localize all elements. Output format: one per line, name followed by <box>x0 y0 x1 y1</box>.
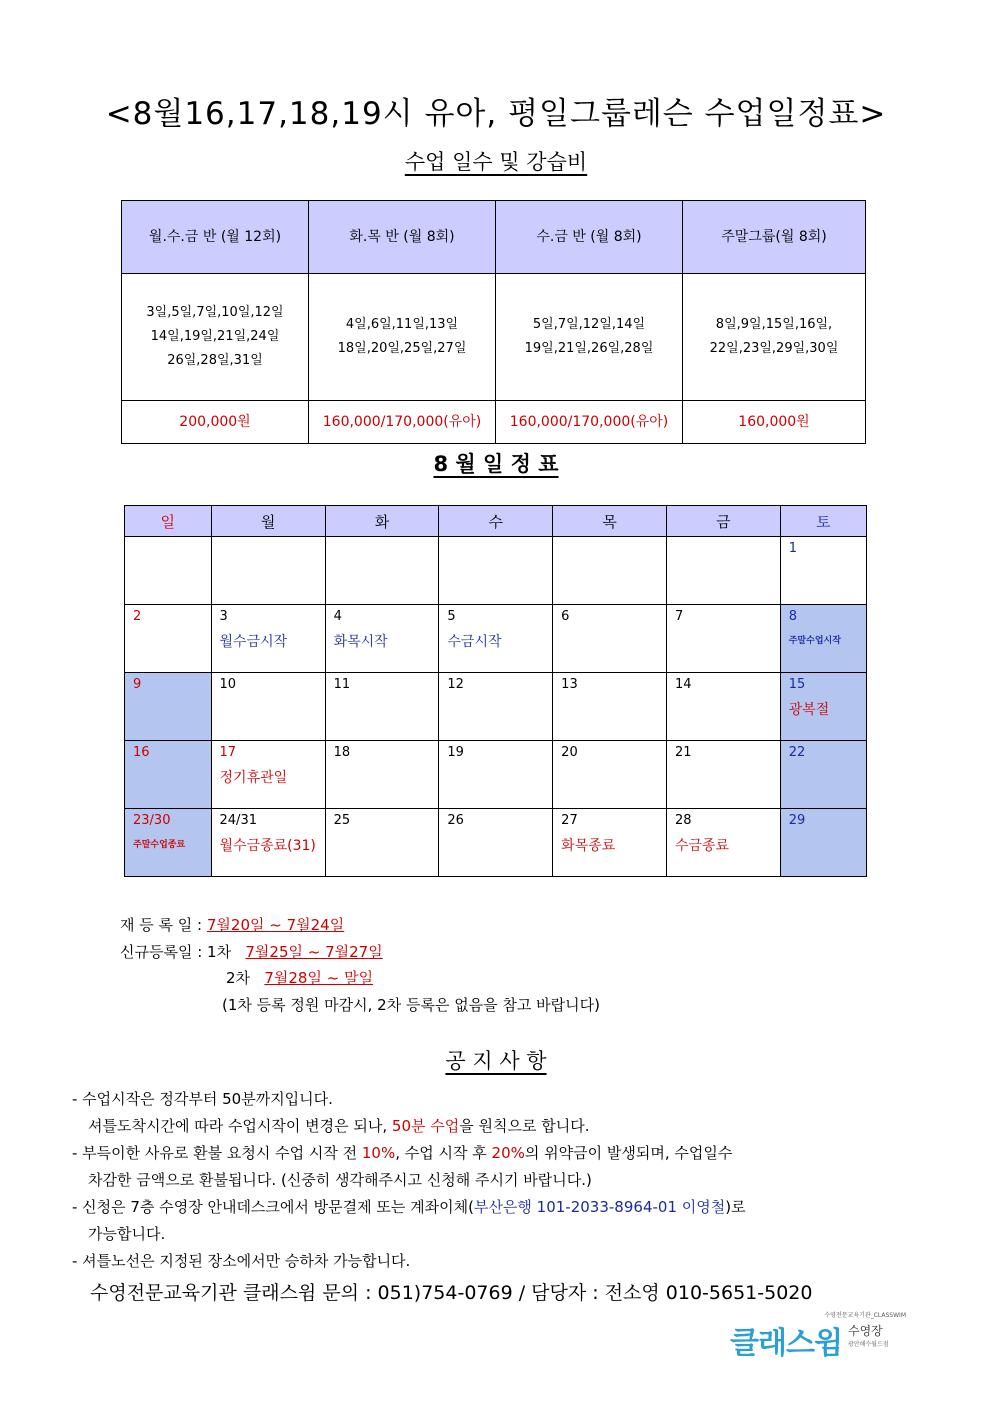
calendar-day <box>211 741 325 809</box>
weekday-header: 일 <box>125 506 212 537</box>
calendar-week <box>125 537 867 605</box>
day-number: 16 <box>133 745 150 760</box>
fee-dates-weekend: 8일,9일,15일,16일, 22일,23일,29일,30일 <box>683 274 866 401</box>
day-number: 2 <box>133 609 142 624</box>
day-number: 4 <box>333 609 342 624</box>
day-event: 월수금시작 <box>219 634 288 650</box>
logo-sub2: 광안해수월드점 <box>848 1341 889 1348</box>
calendar-week <box>125 809 867 877</box>
fee-header-tt: 화.목 반 (월 8회) <box>309 201 496 274</box>
calendar-day <box>325 741 439 809</box>
day-number: 13 <box>561 677 578 692</box>
fee-dates-wf: 5일,7일,12일,14일 19일,21일,26일,28일 <box>496 274 683 401</box>
calendar-day <box>553 605 667 673</box>
day-number: 9 <box>133 677 142 692</box>
day-number: 3 <box>219 609 228 624</box>
calendar-day <box>666 605 780 673</box>
day-number: 12 <box>447 677 464 692</box>
calendar-day <box>439 605 553 673</box>
fee-price-wf: 160,000/170,000(유아) <box>496 401 683 444</box>
day-event: 수금시작 <box>447 634 502 650</box>
day-number: 24/31 <box>219 813 257 828</box>
day-number: 1 <box>788 541 798 556</box>
calendar-table <box>124 505 867 877</box>
fee-price-mwf: 200,000원 <box>122 401 309 444</box>
calendar-day <box>439 809 553 877</box>
fee-header-wf: 수.금 반 (월 8회) <box>496 201 683 274</box>
day-number: 10 <box>219 677 237 692</box>
calendar-day <box>125 605 212 673</box>
day-number: 19 <box>447 745 464 760</box>
new-registration-second: 7월28일 ~ 말일 <box>264 969 374 987</box>
day-number: 5 <box>447 609 456 624</box>
fee-section-title: 수업 일수 및 강습비 <box>404 150 588 174</box>
day-event: 정기휴관일 <box>219 770 288 786</box>
calendar-day <box>439 537 553 605</box>
calendar-day <box>211 809 325 877</box>
calendar-day <box>666 537 780 605</box>
calendar-day <box>125 809 212 877</box>
page-title: <8월16,17,18,19시 유아, 평일그룹레슨 수업일정표> <box>105 96 887 132</box>
day-number: 29 <box>788 813 806 828</box>
calendar-day <box>553 741 667 809</box>
calendar-title: 8 월 일 정 표 <box>433 452 559 476</box>
calendar-day <box>325 537 439 605</box>
calendar-day <box>780 673 866 741</box>
day-event: 광복절 <box>788 702 830 718</box>
fee-table <box>121 200 866 444</box>
calendar-day <box>780 741 866 809</box>
fee-price-weekend: 160,000원 <box>683 401 866 444</box>
weekday-header: 토 <box>780 506 866 537</box>
calendar-day <box>325 673 439 741</box>
day-number: 22 <box>788 745 806 760</box>
calendar-day <box>780 537 866 605</box>
calendar-day <box>780 605 866 673</box>
notice-2b: 차감한 금액으로 환불됩니다. (신중히 생각해주시고 신청해 주시기 바랍니다.) <box>88 1171 592 1189</box>
day-number: 27 <box>561 813 578 828</box>
logo-sub1: 수영장 <box>848 1324 883 1338</box>
weekday-header: 화 <box>325 506 439 537</box>
calendar-day <box>439 673 553 741</box>
classwim-logo <box>730 1310 910 1360</box>
calendar-day <box>666 809 780 877</box>
notice-list <box>72 1086 932 1275</box>
new-registration-first: 7월25일 ~ 7월27일 <box>245 943 383 961</box>
calendar-week <box>125 673 867 741</box>
fee-header-mwf: 월.수.금 반 (월 12회) <box>122 201 309 274</box>
fee-dates-mwf: 3일,5일,7일,10일,12일 14일,19일,21일,24일 26일,28일,31일 <box>122 274 309 401</box>
weekday-header: 월 <box>211 506 325 537</box>
calendar-day <box>780 809 866 877</box>
day-number: 26 <box>447 813 464 828</box>
calendar-day <box>666 741 780 809</box>
day-number: 7 <box>674 609 684 624</box>
day-number: 14 <box>674 677 692 692</box>
calendar-day <box>325 605 439 673</box>
calendar-day <box>553 537 667 605</box>
weekday-header: 수 <box>439 506 553 537</box>
day-number: 11 <box>333 677 351 692</box>
fee-dates-tt: 4일,6일,11일,13일 18일,20일,25일,27일 <box>309 274 496 401</box>
calendar-day <box>553 809 667 877</box>
day-number: 21 <box>674 745 692 760</box>
notice-1: - 수업시작은 정각부터 50분까지입니다. <box>72 1090 333 1108</box>
day-number: 17 <box>219 745 237 760</box>
day-event: 화목시작 <box>333 634 388 650</box>
calendar-day <box>553 673 667 741</box>
day-number: 6 <box>561 609 570 624</box>
calendar-day <box>125 537 212 605</box>
contact-line: 수영전문교육기관 클래스윔 문의 : 051)754-0769 / 담당자 : 전소영 010-5651-5020 <box>90 1282 813 1304</box>
day-number: 25 <box>333 813 351 828</box>
notice-2: - 부득이한 사유로 환불 요청시 수업 시작 전 10%, 수업 시작 후 20%의 위약금이 발생되며, 수업일수 <box>72 1144 733 1162</box>
notice-3: - 신청은 7층 수영장 안내데스크에서 방문결제 또는 계좌이체(부산은행 101-2033-8964-01 이영철)로 <box>72 1198 746 1216</box>
calendar-week <box>125 605 867 673</box>
day-event: 주말수업시작 <box>788 636 841 646</box>
new-registration-second-line: 2차 7월28일 ~ 말일 <box>226 969 374 987</box>
calendar-day <box>211 537 325 605</box>
new-registration-line: 신규등록일 : 1차 7월25일 ~ 7월27일 <box>120 943 383 961</box>
fee-price-tt: 160,000/170,000(유아) <box>309 401 496 444</box>
day-number: 23/30 <box>133 813 171 828</box>
logo-name: 클래스윔 <box>730 1326 842 1361</box>
logo-tagline: 수영전문교육기관_CLASSWIM <box>824 1312 906 1319</box>
registration-note: (1차 등록 정원 마감시, 2차 등록은 없음을 참고 바랍니다) <box>222 996 600 1014</box>
calendar-day <box>125 741 212 809</box>
notice-title: 공 지 사 항 <box>445 1049 547 1073</box>
day-number: 18 <box>333 745 351 760</box>
notice-3b: 가능합니다. <box>88 1225 166 1243</box>
calendar-day <box>325 809 439 877</box>
calendar-week <box>125 741 867 809</box>
day-event: 주말수업종료 <box>133 840 186 850</box>
day-number: 20 <box>561 745 578 760</box>
weekday-header: 목 <box>553 506 667 537</box>
day-number: 28 <box>674 813 692 828</box>
fee-header-weekend: 주말그룹(월 8회) <box>683 201 866 274</box>
day-number: 8 <box>788 609 798 624</box>
notice-4: - 셔틀노선은 지정된 장소에서만 승하차 가능합니다. <box>72 1252 411 1270</box>
calendar-day <box>211 673 325 741</box>
weekday-header: 금 <box>666 506 780 537</box>
calendar-day <box>666 673 780 741</box>
day-number: 15 <box>788 677 806 692</box>
re-registration-dates: 7월20일 ~ 7월24일 <box>206 916 345 934</box>
re-registration-line: 재 등 록 일 : 7월20일 ~ 7월24일 <box>120 916 345 934</box>
notice-1b: 셔틀도착시간에 따라 수업시작이 변경은 되나, 50분 수업을 원칙으로 합니다. <box>88 1117 590 1135</box>
day-event: 수금종료 <box>674 838 730 854</box>
calendar-day <box>125 673 212 741</box>
day-event: 월수금종료(31) <box>219 838 316 854</box>
day-event: 화목종료 <box>561 838 616 854</box>
calendar-day <box>439 741 553 809</box>
calendar-day <box>211 605 325 673</box>
